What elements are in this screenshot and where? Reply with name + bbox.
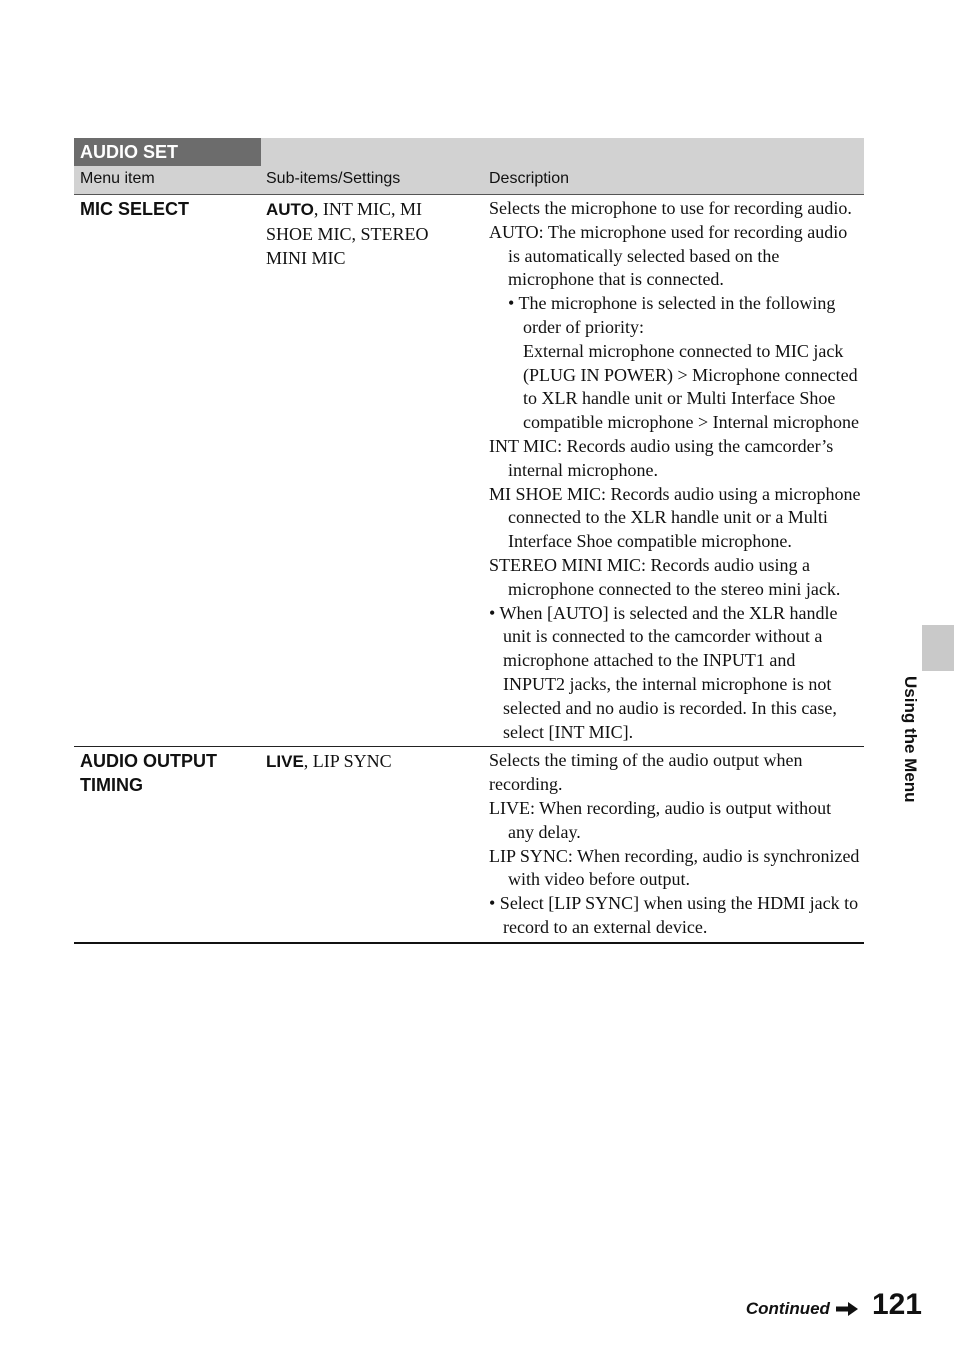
table-row-mic-select — [74, 195, 864, 747]
column-header-description: Description — [489, 170, 570, 187]
other-settings: , LIP SYNC — [303, 751, 392, 772]
side-chapter-label — [898, 676, 922, 826]
desc-live: LIVE: When recording, audio is output without any delay. — [489, 797, 832, 842]
continued-label: Continued — [745, 1299, 830, 1318]
column-header-menu-item: Menu item — [80, 170, 155, 187]
desc-intro: Selects the timing of the audio output when recording. — [489, 750, 803, 795]
section-title: AUDIO SET — [74, 138, 261, 166]
description-cell — [489, 195, 861, 746]
desc-mi-shoe: MI SHOE MIC: Records audio using a microphone connected to the XLR handle unit or a Multi Interface Shoe compatible microphone. — [489, 483, 861, 552]
default-setting: AUTO — [266, 200, 314, 219]
page-footer — [746, 1288, 922, 1322]
desc-auto-priority: External microphone connected to MIC jack (PLUG IN POWER) > Microphone connected to XLR handle unit or Multi Interface Shoe compatible microphone > Internal microphone — [523, 340, 860, 433]
side-chapter-text: Using the Menu — [901, 676, 920, 803]
description-cell — [489, 747, 861, 941]
desc-note: • When [AUTO] is selected and the XLR handle unit is connected to the camcorder without a microphone attached to the INPUT1 and INPUT2 jacks, the internal microphone is not selected and no audio is recorded. In this case, select [INT MIC]. — [489, 602, 838, 742]
table-row-audio-output-timing — [74, 747, 864, 943]
default-setting: LIVE — [266, 752, 304, 772]
chapter-tab-marker — [922, 625, 954, 671]
menu-item-name: AUDIO OUTPUT TIMING — [80, 751, 217, 796]
menu-item-name: MIC SELECT — [80, 199, 190, 219]
other-settings: , INT MIC, MI SHOE MIC, STEREO MINI MIC — [266, 199, 429, 268]
sub-items-cell — [266, 197, 466, 270]
desc-int-mic: INT MIC: Records audio using the camcorder’s internal microphone. — [489, 435, 834, 480]
desc-lip-sync: LIP SYNC: When recording, audio is synchronized with video before output. — [489, 845, 860, 890]
column-header-sub-items: Sub-items/Settings — [266, 170, 401, 187]
desc-auto: AUTO: The microphone used for recording audio is automatically selected based on the microphone that is connected. — [489, 221, 848, 290]
desc-stereo-mini: STEREO MINI MIC: Records audio using a microphone connected to the stereo mini jack. — [489, 554, 841, 599]
desc-auto-bullet: • The microphone is selected in the following order of priority: — [508, 293, 836, 337]
desc-intro: Selects the microphone to use for recording audio. — [489, 198, 852, 218]
sub-items-cell — [266, 749, 466, 774]
audio-set-table — [74, 138, 864, 944]
page-number: 121 — [871, 1288, 922, 1321]
arrow-right-icon — [836, 1302, 858, 1321]
table-header — [74, 138, 864, 195]
desc-note: • Select [LIP SYNC] when using the HDMI jack to record to an external device. — [489, 893, 859, 937]
